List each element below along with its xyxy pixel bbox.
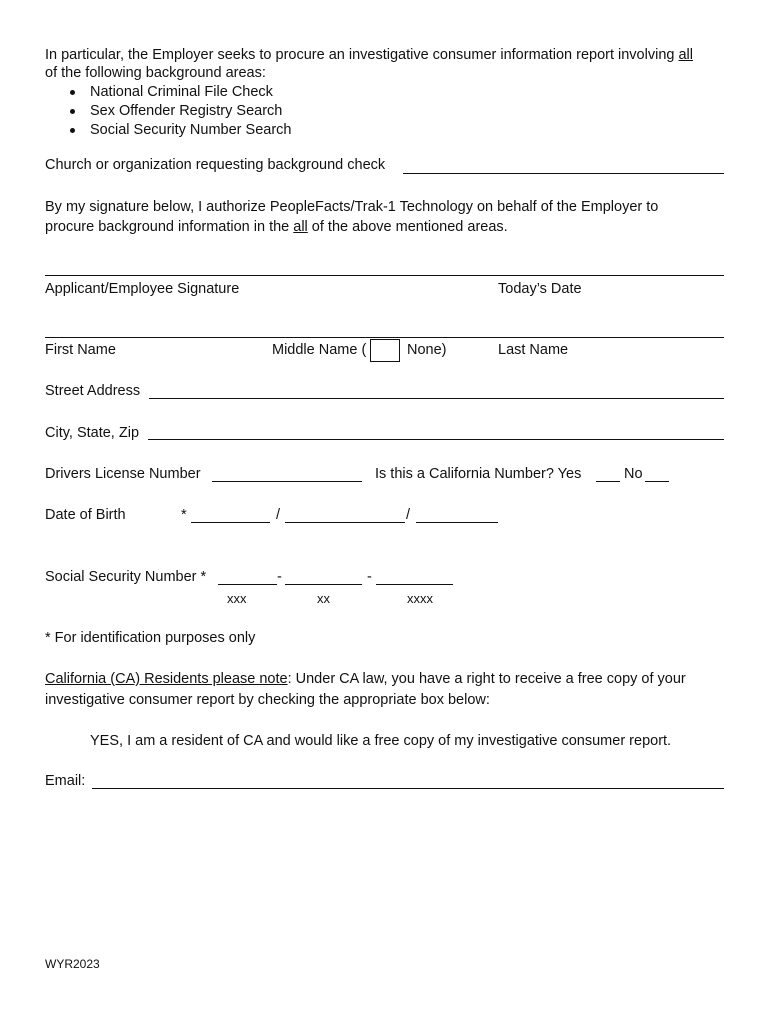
- date-label: Today’s Date: [498, 281, 582, 297]
- email-label: Email:: [45, 773, 86, 789]
- list-item: Social Security Number Search: [68, 121, 291, 140]
- ssn-hint-2: xx: [317, 591, 330, 606]
- ca-note-heading: California (CA) Residents please note: [45, 671, 288, 687]
- church-field[interactable]: [403, 173, 724, 174]
- authorize-line-2: procure background information in the all of the above mentioned areas.: [45, 219, 508, 235]
- id-note: * For identification purposes only: [45, 630, 256, 646]
- ca-note-line-2: investigative consumer report by checking the appropriate box below:: [45, 692, 490, 708]
- authorize-line-1: By my signature below, I authorize PeopleFacts/Trak-1 Technology on behalf of the Employer to: [45, 199, 659, 215]
- street-label: Street Address: [45, 383, 141, 399]
- name-field[interactable]: [45, 337, 724, 338]
- dob-slash-1: /: [276, 507, 281, 523]
- signature-field[interactable]: [45, 275, 724, 276]
- signature-label: Applicant/Employee Signature: [45, 281, 240, 297]
- background-areas-list: [68, 83, 291, 140]
- dob-star: *: [181, 507, 187, 523]
- ca-note-line-1: California (CA) Residents please note: Under CA law, you have a right to receive a free copy of your: [45, 671, 686, 687]
- city-label: City, State, Zip: [45, 425, 140, 441]
- california-no-label: No: [624, 466, 643, 482]
- ssn-label: Social Security Number *: [45, 569, 207, 585]
- california-no-field[interactable]: [645, 481, 669, 482]
- list-item: Sex Offender Registry Search: [68, 102, 291, 121]
- ssn-dash-1: -: [277, 569, 282, 585]
- dob-month-field[interactable]: [191, 522, 270, 523]
- ssn-hint-3: xxxx: [407, 591, 433, 606]
- dob-year-field[interactable]: [416, 522, 498, 523]
- city-field[interactable]: [148, 439, 724, 440]
- ssn-part-3-field[interactable]: [376, 584, 453, 585]
- footer-code: WYR2023: [45, 957, 100, 971]
- bullet-icon: [70, 128, 75, 133]
- license-field[interactable]: [212, 481, 362, 482]
- middle-name-label: Middle Name (: [272, 342, 367, 358]
- bullet-icon: [70, 109, 75, 114]
- email-field[interactable]: [92, 788, 724, 789]
- license-label: Drivers License Number: [45, 466, 201, 482]
- ssn-part-2-field[interactable]: [285, 584, 362, 585]
- first-name-label: First Name: [45, 342, 116, 358]
- last-name-label: Last Name: [498, 342, 569, 358]
- middle-name-none-label: None): [407, 342, 447, 358]
- ssn-hint-1: xxx: [227, 591, 247, 606]
- street-field[interactable]: [149, 398, 724, 399]
- church-label: Church or organization requesting background check: [45, 157, 386, 173]
- dob-slash-2: /: [406, 507, 411, 523]
- california-question: Is this a California Number? Yes: [375, 466, 582, 482]
- intro-emphasis: all: [678, 47, 693, 63]
- middle-name-none-checkbox[interactable]: [370, 339, 400, 362]
- authorize-emphasis: all: [293, 219, 308, 235]
- dob-day-field[interactable]: [285, 522, 405, 523]
- list-item: National Criminal File Check: [68, 83, 291, 102]
- dob-label: Date of Birth: [45, 507, 126, 523]
- intro-line-2: of the following background areas:: [45, 65, 266, 81]
- bullet-icon: [70, 90, 75, 95]
- california-yes-field[interactable]: [596, 481, 620, 482]
- ssn-dash-2: -: [367, 569, 372, 585]
- intro-text: In particular, the Employer seeks to procure an investigative consumer information report involving: [45, 47, 679, 63]
- ca-yes-option[interactable]: YES, I am a resident of CA and would like a free copy of my investigative consumer report.: [90, 733, 672, 749]
- intro-line-1: [45, 47, 693, 63]
- ssn-part-1-field[interactable]: [218, 584, 277, 585]
